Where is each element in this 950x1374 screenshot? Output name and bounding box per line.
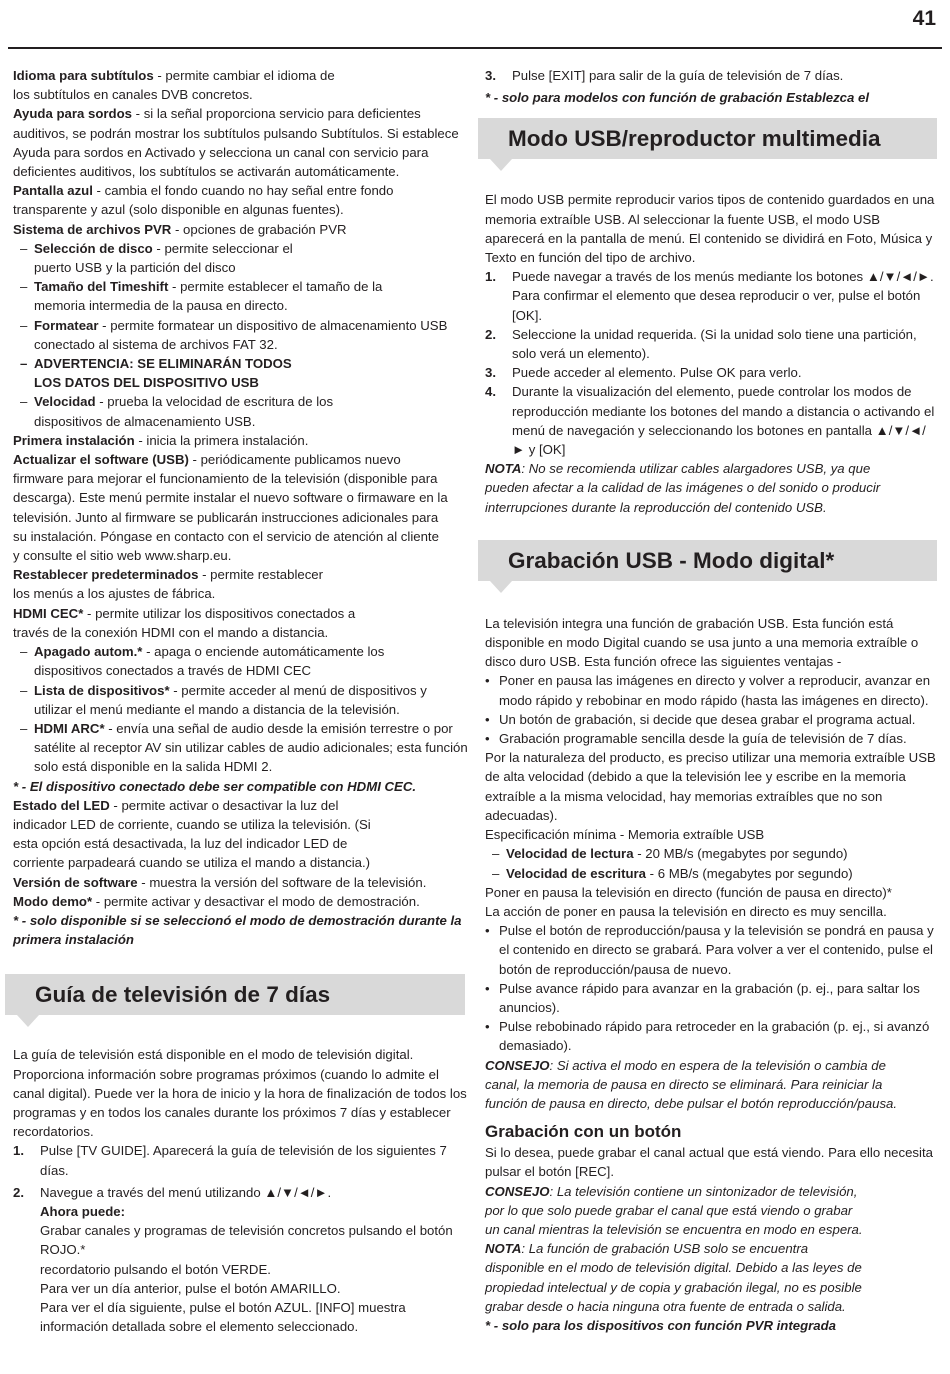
subsection-title: Grabación con un botón	[485, 1122, 682, 1142]
setting-item: Ayuda para sordos - si la señal proporciona servicio para deficientes auditivos, se podrán mostrar los subtítulos pulsando Subtítulos. Si establece Ayuda para sordos en Activado y selecciona un canal con servicio para deficientes auditivos, los subtítulos se activarán automáticamente.	[13, 106, 459, 180]
spec-item: – Velocidad de escritura - 6 MB/s (megabytes por segundo)	[485, 864, 937, 883]
usb-intro: El modo USB permite reproducir varios tipos de contenido guardados en una memoria extraíble USB. Al seleccionar la fuente USB, el modo USB aparecerá en la pantalla de menú. El contenido se dividirá en Foto, Música y Texto en función del tipo de archivo.	[485, 192, 935, 266]
grab-bullet: • Poner en pausa las imágenes en directo y volver a reproducir, avanzar en modo rápido y rebobinar en modo rápido (hasta las imágenes en directo).	[485, 671, 937, 709]
setting-item: Idioma para subtítulos - permite cambiar el idioma de los subtítulos en canales DVB concretos.	[13, 68, 335, 103]
setting-item: Modo demo* - permite activar y desactivar el modo de demostración.	[13, 893, 420, 909]
spec-line: Especificación mínima - Memoria extraíble USB	[485, 827, 765, 843]
right-column	[485, 66, 937, 1335]
footnote-demo: * - solo disponible si se seleccionó el modo de demostración durante la primera instalación	[13, 912, 462, 948]
sub-option: – Velocidad - prueba la velocidad de escritura de los dispositivos de almacenamiento USB.	[13, 392, 343, 430]
usb-step: 2. Seleccione la unidad requerida. (Si la unidad solo tiene una partición, solo verá un elemento).	[485, 326, 917, 362]
guia-intro: La guía de televisión está disponible en el modo de televisión digital. Proporciona información sobre programas próximos (cuando lo admite el canal digital). Puede ver la hora de inicio y la hora de finalización de todos los programas y en todos los canales durante los próximos 7 días y establecer recordatorios.	[13, 1047, 467, 1140]
sub-option: – Formatear - permite formatear un dispositivo de almacenamiento USB conectado al sistema de archivos FAT 32.	[13, 316, 468, 354]
ahora-label: Ahora puede:	[40, 1203, 125, 1219]
usb-step: 3. Puede acceder al elemento. Pulse OK para verlo.	[485, 365, 802, 381]
usb-note: NOTA: No se recomienda utilizar cables alargadores USB, ya que pueden afectar a la calidad de las imágenes o del sonido o producir interrupciones durante la reproducción del contenido USB.	[485, 461, 881, 515]
ahora-line: Grabar canales y programas de televisión concretos pulsando el botón ROJO.*	[40, 1223, 453, 1258]
nota-note: NOTA: La función de grabación USB solo se encuentra disponible en el modo de televisión digital. Debido a las leyes de propiedad intelectual y de copia y grabación ilegal, no es posible grabar desde o hacia ninguna otra fuente de entrada o salida.	[485, 1241, 862, 1314]
setting-item: Sistema de archivos PVR - opciones de grabación PVR	[13, 221, 347, 237]
section-header-usb	[478, 118, 937, 159]
setting-item: Primera instalación - inicia la primera instalación.	[13, 432, 309, 448]
grab-bullet: • Un botón de grabación, si decide que desea grabar el programa actual.	[485, 710, 937, 729]
left-column	[13, 66, 468, 1336]
pause-bullet: • Pulse el botón de reproducción/pausa y la televisión se pondrá en pausa y el contenido en directo se grabará. Para volver a ver el contenido, pulse el botón de reproducción/pausa de nuevo.	[485, 921, 937, 979]
sub-option: – HDMI ARC* - envía una señal de audio desde la emisión terrestre o por satélite al receptor AV sin utilizar cables de audio adicionales; esta función solo está disponible en la salida HDMI 2.	[13, 719, 468, 777]
pause-bullet: • Pulse rebobinado rápido para retroceder en la grabación (p. ej., si avanzó demasiado).	[485, 1017, 937, 1055]
sub-option: – Lista de dispositivos* - permite acceder al menú de dispositivos y utilizar el menú mediante el mando a distancia de la televisión.	[13, 681, 468, 719]
section-header-guia	[5, 974, 465, 1015]
guia-step: 2. Navegue a través del menú utilizando ▲/▼/◄/►.	[13, 1184, 332, 1200]
setting-item: Restablecer predeterminados - permite restablecer los menús a los ajustes de fábrica.	[13, 567, 324, 602]
one-button-text: Si lo desea, puede grabar el canal actual que está viendo. Para ello necesita pulsar el botón [REC].	[485, 1145, 933, 1180]
spec-item: – Velocidad de lectura - 20 MB/s (megabytes por segundo)	[485, 844, 937, 863]
guia-step: 3. Pulse [EXIT] para salir de la guía de televisión de 7 días.	[485, 68, 844, 83]
sub-option: – Apagado autom.* - apaga o enciende automáticamente los dispositivos conectados a través de HDMI CEC	[13, 642, 393, 680]
section-header-grabacion	[478, 540, 937, 581]
pause-line: Poner en pausa la televisión en directo (función de pausa en directo)*	[485, 884, 892, 900]
sub-option: – Selección de disco - permite seleccionar el puerto USB y la partición del disco	[13, 239, 313, 277]
ahora-line: Para ver un día anterior, pulse el botón AMARILLO.	[40, 1280, 341, 1296]
warning-text: – ADVERTENCIA: SE ELIMINARÁN TODOS	[13, 354, 468, 373]
ahora-line: recordatorio pulsando el botón VERDE.	[40, 1261, 271, 1277]
setting-item: Pantalla azul - cambia el fondo cuando no hay señal entre fondo transparente y azul (solo disponible en algunas fuentes).	[13, 183, 394, 218]
grab-paragraph: Por la naturaleza del producto, es preciso utilizar una memoria extraíble USB de alta velocidad (debido a que la televisión lee y escribe en la memoria extraíble a la misma velocidad, hay memorias extraíbles que no son adecuadas).	[485, 750, 936, 823]
footnote-rec: * - solo para modelos con función de grabación Establezca el	[485, 90, 869, 106]
setting-item: HDMI CEC* - permite utilizar los dispositivos conectados a través de la conexión HDMI con el mando a distancia.	[13, 605, 356, 640]
header-rule	[8, 47, 942, 49]
usb-step: 4. Durante la visualización del elemento, puede controlar los modos de reproducción mediante los botones del mando a distancia o activando el menú de navegación y seleccionando los botones en pantalla ▲/▼/◄/► y [OK]	[485, 384, 935, 458]
section-title: Guía de televisión de 7 días	[35, 982, 331, 1008]
consejo-note: CONSEJO: La televisión contiene un sintonizador de televisión, por lo que solo puede grabar el canal que está viendo o grabar un canal mientras la televisión se encuentra en modo en espera.	[485, 1183, 863, 1237]
usb-step: 1. Puede navegar a través de los menús mediante los botones ▲/▼/◄/►. Para confirmar el elemento que desea reproducir o ver, pulse el botón [OK].	[485, 269, 934, 323]
setting-item: Versión de software - muestra la versión del software de la televisión.	[13, 874, 427, 890]
section-title: Modo USB/reproductor multimedia	[508, 126, 881, 152]
consejo-note: CONSEJO: Si activa el modo en espera de la televisión o cambia de canal, la memoria de pausa en directo se eliminará. Para reiniciar la función de pausa en directo, debe pulsar el botón reproducción/pausa.	[485, 1057, 898, 1111]
ahora-line: Para ver el día siguiente, pulse el botón AZUL. [INFO] muestra información detallada sobre el elemento seleccionado.	[40, 1299, 406, 1335]
section-title: Grabación USB - Modo digital*	[508, 547, 835, 573]
footnote-cec: * - El dispositivo conectado debe ser compatible con HDMI CEC.	[13, 778, 417, 794]
pause-bullet: • Pulse avance rápido para avanzar en la grabación (p. ej., para saltar los anuncios).	[485, 979, 937, 1017]
page-number: 41	[912, 7, 936, 30]
pause-line: La acción de poner en pausa la televisión en directo es muy sencilla.	[485, 903, 887, 919]
setting-item: Estado del LED - permite activar o desactivar la luz del indicador LED de corriente, cuando se utiliza la televisión. (Si esta opción está desactivada, la luz del indicador LED de corriente parpadeará cuando se utiliza el mando a distancia.)	[13, 797, 371, 871]
grab-intro: La televisión integra una función de grabación USB. Esta función está disponible en modo Digital cuando se usa junto a una memoria extraíble o disco duro USB. Esta función ofrece las siguientes ventajas -	[485, 615, 919, 670]
sub-option: – Tamaño del Timeshift - permite establecer el tamaño de la memoria intermedia de la pausa en directo.	[13, 277, 383, 315]
warning-text: LOS DATOS DEL DISPOSITIVO USB	[34, 375, 259, 391]
footnote-pvr: * - solo para los dispositivos con función PVR integrada	[485, 1317, 836, 1333]
grab-bullet: • Grabación programable sencilla desde la guía de televisión de 7 días.	[485, 729, 937, 748]
guia-step: 1. Pulse [TV GUIDE]. Aparecerá la guía de televisión de los siguientes 7 días.	[13, 1143, 447, 1178]
setting-item: Actualizar el software (USB) - periódicamente publicamos nuevo firmware para mejorar el funcionamiento de la televisión (disponible para descarga). Este menú permite instalar el nuevo software o firmaware en la televisión. Junto al firmware se publicarán instrucciones adicionales para su instalación. Póngase en contacto con el servicio de atención al cliente y consulte el sitio web www.sharp.eu.	[13, 452, 448, 564]
